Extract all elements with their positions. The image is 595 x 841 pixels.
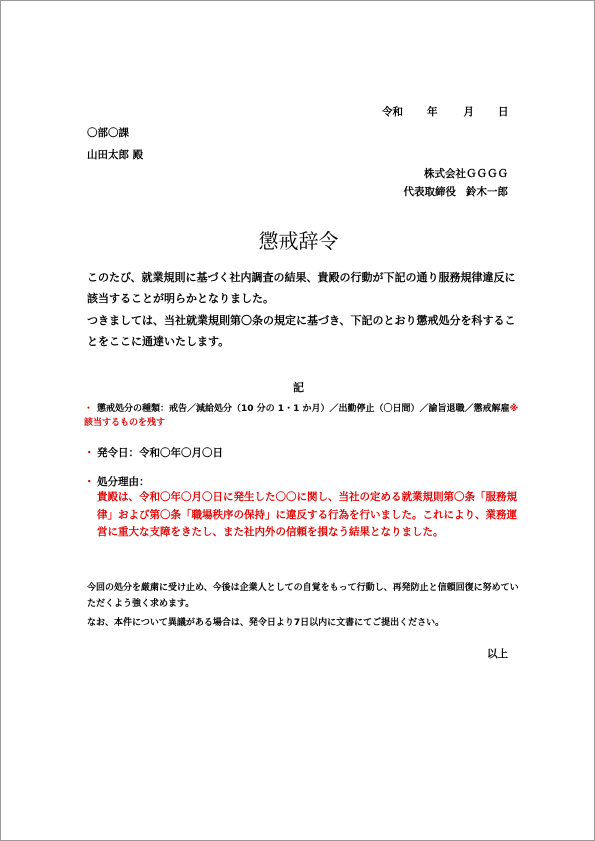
- sender-role: 代表取締役: [403, 186, 456, 198]
- closing-paragraph-1: 今回の処分を厳粛に受け止め、今後は企業人としての自覚をもって行動し、再発防止と信頼回復に努めていただくよう強く求めます。: [87, 583, 519, 609]
- item-issue-date: [84, 445, 524, 460]
- bullet-icon: ・: [84, 447, 95, 459]
- reason-label: 処分理由：: [97, 476, 150, 488]
- punishment-type-options: 戒告／減給処分（10 分の 1・1 か月）／出勤停止（〇日間）／諭旨退職／懲戒解雇: [169, 404, 510, 414]
- bullet-icon: ・: [84, 476, 95, 488]
- punishment-type-note: ※該当するものを残す: [84, 404, 519, 428]
- issue-date: [382, 104, 509, 119]
- item-punishment-type: [84, 402, 524, 430]
- body-paragraph-2: つきましては、当社就業規則第〇条の規定に基づき、下記のとおり懲戒処分を科することをここに通達いたします。: [87, 314, 516, 348]
- closing-paragraph-2: なお、本件について異議がある場合は、発令日より7日以内に文書にてご提出ください。: [87, 618, 445, 628]
- item-reason: [84, 474, 524, 489]
- date-day: 日: [498, 106, 509, 118]
- sender-name: 鈴木一郎: [466, 186, 508, 198]
- sender-company: 株式会社ＧＧＧＧ: [424, 168, 508, 180]
- recipient-name: 山田太郎 殿: [87, 149, 144, 161]
- end-mark: 以上: [487, 648, 508, 660]
- document-title: 懲戒辞令: [258, 229, 339, 253]
- recipient-department: 〇部〇課: [87, 127, 129, 139]
- date-era: 令和: [382, 106, 403, 118]
- date-month: 月: [463, 106, 474, 118]
- ki-heading: 記: [293, 381, 304, 394]
- reason-text: 貴殿は、令和〇年〇月〇日に発生した〇〇に関し、当社の定める就業規則第〇条「服務規律」および第〇条「職場秩序の保持」に違反する行為を行いました。これにより、業務運営に重大な支障をきたし、また社内外の信頼を損なう結果となりました。: [97, 491, 517, 538]
- body-paragraph-1: このたび、就業規則に基づく社内調査の結果、貴殿の行動が下記の通り服務規律違反に該当することが明らかとなりました。: [87, 271, 516, 305]
- punishment-type-label: 懲戒処分の種類：: [97, 404, 170, 414]
- sender-representative: [404, 184, 509, 199]
- bullet-icon: ・: [84, 404, 94, 414]
- date-year: 年: [427, 106, 438, 118]
- issue-date-label: 発令日：令和〇年〇月〇日: [97, 447, 223, 459]
